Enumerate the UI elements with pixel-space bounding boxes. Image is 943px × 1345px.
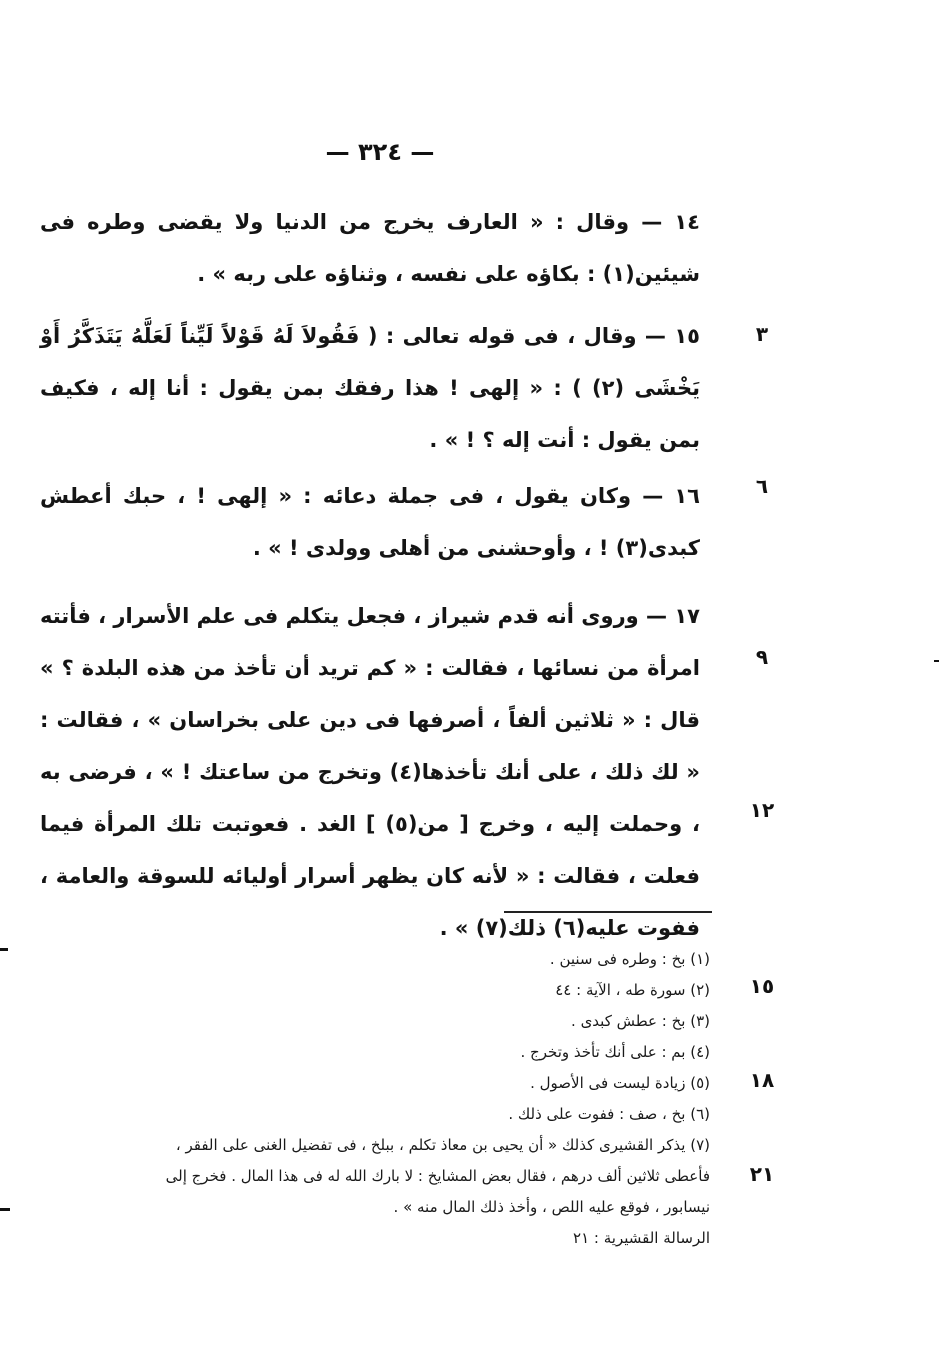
footnote: (٥) زيادة ليست فى الأصول . bbox=[530, 1074, 710, 1092]
footnote: (٦) بخ ، صف : ففوت على ذلك . bbox=[508, 1105, 710, 1123]
footnote: نيسابور ، فوقع عليه اللص ، وأخذ ذلك المال منه » . bbox=[393, 1198, 710, 1216]
footnote: (٤) بم : على أنك تأخذ وتخرج . bbox=[520, 1043, 710, 1061]
line-number: ١٥ bbox=[749, 974, 775, 998]
line-number: ٦ bbox=[755, 474, 769, 498]
footnote: (٣) بخ : عطش كبدى . bbox=[571, 1012, 710, 1030]
line-number: ٣ bbox=[755, 322, 769, 346]
footnote: (٢) سورة طه ، الآية : ٤٤ bbox=[555, 981, 710, 999]
scan-mark bbox=[0, 948, 8, 951]
footnote: (٧) يذكر القشيرى كذلك « أن يحيى بن معاذ تكلم ، ببلخ ، فى تفضيل الغنى على الفقر ، bbox=[175, 1136, 710, 1154]
footnote: الرسالة القشيرية : ٢١ bbox=[573, 1229, 710, 1247]
page-number: — ٣٢٤ — bbox=[325, 138, 435, 166]
line-number: ٢١ bbox=[749, 1162, 775, 1186]
line-number: ١٢ bbox=[749, 798, 775, 822]
paragraph-14: ١٤ — وقال : « العارف يخرج من الدنيا ولا يقضى وطره فى شيئين(١) : بكاؤه على نفسه ، وثناؤه على ربه » . bbox=[40, 210, 700, 286]
footnote-separator bbox=[504, 911, 712, 913]
footnote: فأعطى ثلاثين ألف درهم ، فقال بعض المشايخ : لا بارك الله له فى هذا المال . فخرج إلى bbox=[165, 1167, 710, 1185]
footnote: (١) بخ : وطره فى سنين . bbox=[549, 950, 710, 968]
line-number: ١٨ bbox=[749, 1068, 775, 1092]
paragraph-15: ١٥ — وقال ، فى قوله تعالى : ( فَقُولاَ لَهُ قَوْلاً لَيِّناً لَعَلَّهُ يَتَذَكَّرُ أَوْ يَخْشَى (٢) ) : « إلهى ! هذا رفقك بمن يقول : أنا إله ، فكيف بمن يقول : أنت إله ؟ ! » . bbox=[40, 324, 700, 452]
paragraph-17: ١٧ — وروى أنه قدم شيراز ، فجعل يتكلم فى علم الأسرار ، فأتته امرأة من نسائها ، فقالت : « كم تريد أن تأخذ من هذه البلدة ؟ » قال : « ثلاثين ألفاً ، أصرفها فى دين على بخراسان » ، فقالت : « لك ذلك ، على أنك تأخذها(٤) وتخرج من ساعتك ! » ، فرضى به ، وحملت إليه ، وخرج [ من(٥) ] الغد . فعوتبت تلك المرأة فيما فعلت ، فقالت : « لأنه كان يظهر أسرار أوليائه للسوقة والعامة ، ففوت عليه(٦) ذلك(٧) » . bbox=[40, 604, 700, 940]
scan-mark bbox=[934, 660, 939, 662]
scan-mark bbox=[0, 1208, 10, 1211]
paragraph-16: ١٦ — وكان يقول ، فى جملة دعائه : « إلهى ! ، حبك أعطش كبدى(٣) ! ، وأوحشنى من أهلى وولدى ! » . bbox=[40, 484, 700, 560]
line-number: ٩ bbox=[755, 645, 769, 669]
